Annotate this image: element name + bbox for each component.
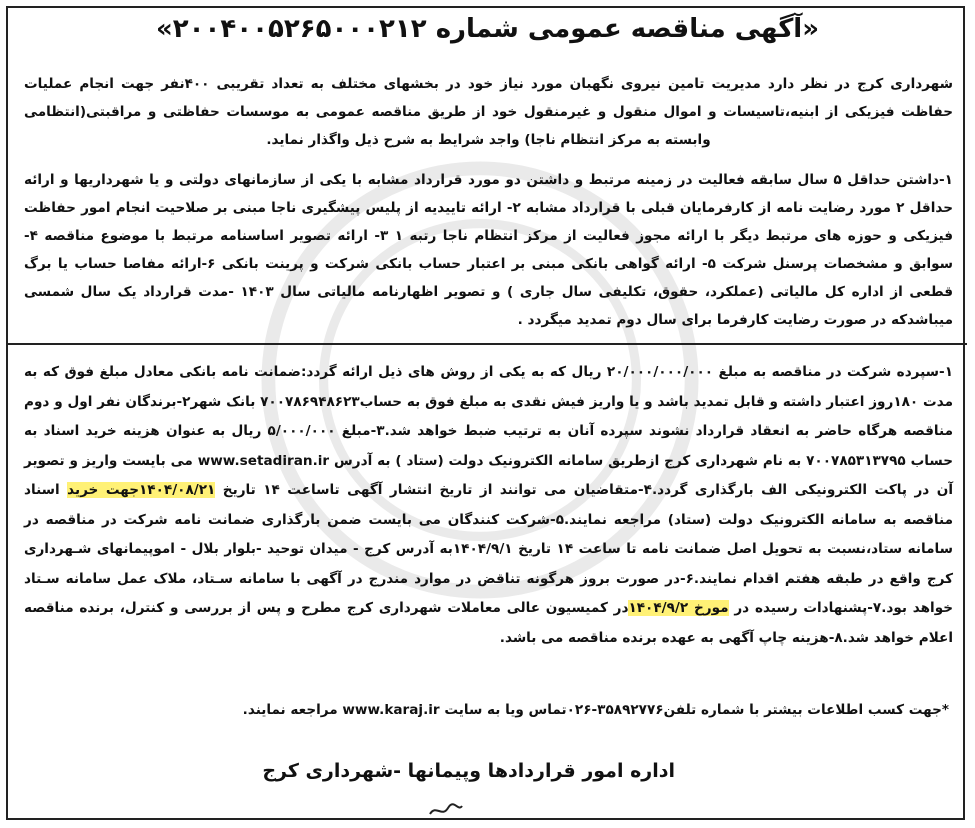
highlighted-purchase-date: ۱۴۰۴/۰۸/۲۱جهت خرید [67,482,216,498]
signature-line: اداره امور قراردادها وپیمانها -شهرداری کرج [262,760,675,782]
conditions-paragraph [24,358,953,653]
section-divider [6,343,967,345]
highlighted-opening-date: مورخ ۱۴۰۴/۹/۲ [628,600,729,616]
conditions-text-2: اسناد مناقصه به سامانه الکترونیک دولت (ستاد) مراجعه نمایند.۵-شرکت کنندگان می بایست ضمن بارگذاری ضمانت نامه شرکت در مناقصه در سامانه ستاد،نسبت به تحویل اصل ضمانت نامه تا ساعت ۱۴ تاریخ ۱۴۰۴/۹/۱به آدرس کرج - میدان توحید -بلوار بلال - اموپیمانهای شـهرداری کرج واقع در طبقه هفتم اقدام نمایند.۶-در صورت بروز هرگونه تناقض در موارد مندرج در آگهی با سامانه سـتاد، ملاک عمل سامانه سـتاد خواهد بود.۷-پشنهادات رسیده در [24,482,954,616]
conditions-text-1: ۱-سپرده شرکت در مناقصه به مبلغ ۲۰/۰۰۰/۰۰۰/۰۰۰ ریال که به یکی از روش های ذیل ارائه گردد:ضمانت نامه بانکی معادل مبلغ فوق که به مدت ۱۸۰روز اعتبار داشته و قابل تمدید باشد و یا واریز فیش نقدی به مبلغ فوق به حساب۷۰۰۷۸۶۹۴۸۶۲۳ بانک شهر۲-برندگان نفر اول و دوم مناقصه هرگاه حاضر به انعقاد قرارداد نشوند سپرده آنان به ترتیب ضبط خواهد شد.۳-مبلغ ۵/۰۰۰/۰۰۰ ریال به عنوان هزینه خرید اسناد به حساب ۷۰۰۷۸۵۳۱۳۷۹۵ به نام شهرداری کرج ازطریق سامانه الکترونیک دولت (ستاد ) به آدرس www.setadiran.ir می بایست واریز و تصویر آن در پاکت الکترونیکی الف بارگذاری گردد.۴-متقاضیان می توانند از تاریخ انتشار آگهی تاساعت ۱۴ تاریخ [24,364,954,498]
conditions-text-3: در کمیسیون عالی معاملات شهرداری کرج مطرح و پس از بررسی و کنترل، برنده مناقصه اعلام خواهد شد.۸-هزینه چاپ آگهی به عهده برنده مناقصه می باشد. [24,600,953,646]
requirements-paragraph: ۱-داشتن حداقل ۵ سال سابقه فعالیت در زمینه مرتبط و داشتن دو مورد قرارداد مشابه با یکی از سازمانهای دولتی و یا شهرداریها و ارائه حداقل ۲ مورد رضایت نامه از کارفرمایان قبلی با قرارداد مشابه ۲- ارائه تاییدیه از پلیس پیشگیری ناجا مبنی بر صلاحیت انجام امور حفاظت فیزیکی و حوزه های مرتبط دیگر با ارائه مجوز فعالیت از مرکز انتظام ناجا رتبه ۱ ۳- ارائه تصویر اساسنامه مرتبط با موضوع مناقصه ۴- سوابق و مشخصات پرسنل شرکت ۵- ارائه گواهی بانکی مبنی بر اعتبار حساب بانکی شرکت و پرینت بانکی ۶-ارائه مفاصا حساب یا برگ قطعی از اداره کل مالیاتی (عملکرد، حقوق، تکلیفی سال جاری ) و تصویر اظهارنامه مالیاتی سال ۱۴۰۳ -مدت قرارداد یک سال شمسی میباشدکه در صورت رضایت کارفرما برای سال دوم تمدید میگردد . [24,172,954,328]
signature-scribble-icon [426,800,466,820]
contact-info: *جهت کسب اطلاعات بیشتر با شماره تلفن۳۵۸۹۲۷۷۶-۰۲۶تماس ویا به سایت www.karaj.ir مراجعه نمایند. [242,702,949,718]
intro-paragraph: شهرداری کرج در نظر دارد مدیریت تامین نیروی نگهبان مورد نیاز خود در بخشهای مختلف به تعداد تقریبی ۴۰۰نفر جهت انجام عملیات حفاظت فیزیکی از ابنیه،تاسیسات و اموال منقول و غیرمنقول خود از طریق مناقصه عمومی به موسسات حفاظتی و مراقبتی(انتظامی وابسته به مرکز انتظام ناجا) واجد شرایط به شرح ذیل واگذار نماید. [24,76,954,148]
notice-title: «آگهی مناقصه عمومی شماره ۲۰۰۴۰۰۵۲۶۵۰۰۰۲۱۲» [155,14,820,44]
